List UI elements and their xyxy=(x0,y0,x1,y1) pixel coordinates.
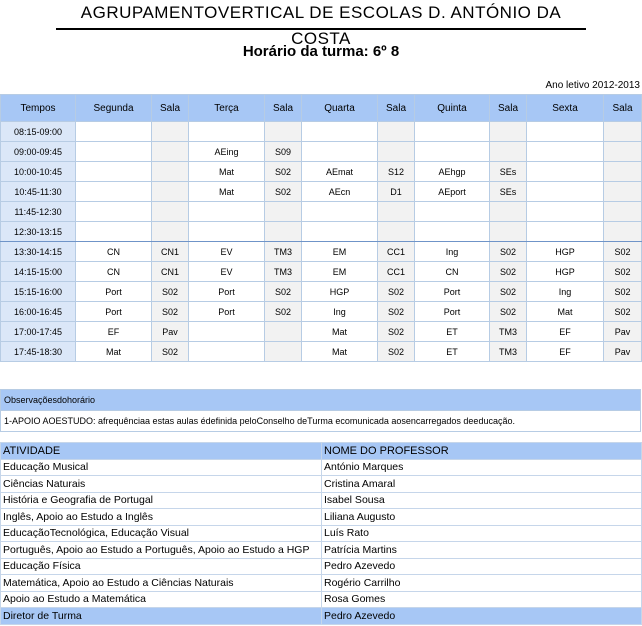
subject-cell: Port xyxy=(76,302,152,322)
subject-cell: AEcn xyxy=(302,182,378,202)
column-header: Quarta xyxy=(302,95,378,122)
column-header: Tempos xyxy=(1,95,76,122)
subject-cell: Ing xyxy=(302,302,378,322)
subject-cell xyxy=(527,142,604,162)
teacher-name: Patrícia Martins xyxy=(322,542,642,559)
time-slot: 13:30-14:15 xyxy=(1,242,76,262)
subject-cell: AEhgp xyxy=(415,162,490,182)
subject-cell: Port xyxy=(415,282,490,302)
room-cell xyxy=(378,142,415,162)
room-cell: S02 xyxy=(152,282,189,302)
room-cell: D1 xyxy=(378,182,415,202)
room-cell: S02 xyxy=(152,342,189,362)
room-cell: Pav xyxy=(604,322,642,342)
observations-title: Observaçõesdohorário xyxy=(1,390,641,411)
time-slot: 11:45-12:30 xyxy=(1,202,76,222)
subject-cell xyxy=(527,182,604,202)
time-slot: 09:00-09:45 xyxy=(1,142,76,162)
room-cell xyxy=(604,122,642,142)
subject-cell xyxy=(302,202,378,222)
subject-cell: HGP xyxy=(527,242,604,262)
subject-cell: EF xyxy=(527,322,604,342)
room-cell: S02 xyxy=(604,242,642,262)
subject-cell xyxy=(527,202,604,222)
subject-cell: Port xyxy=(189,302,265,322)
room-cell: SEs xyxy=(490,162,527,182)
activity-row xyxy=(1,591,642,608)
schedule-row xyxy=(1,322,642,342)
activity-name: Português, Apoio ao Estudo a Português, Apoio ao Estudo a HGP xyxy=(1,542,322,559)
activities-header-row xyxy=(1,443,642,460)
subject-cell: CN xyxy=(76,242,152,262)
time-slot: 16:00-16:45 xyxy=(1,302,76,322)
activity-row xyxy=(1,542,642,559)
subject-cell: ET xyxy=(415,322,490,342)
subject-cell: Ing xyxy=(415,242,490,262)
room-cell xyxy=(490,142,527,162)
schedule-row xyxy=(1,242,642,262)
schedule-row xyxy=(1,342,642,362)
activity-name: História e Geografia de Portugal xyxy=(1,492,322,509)
subject-cell xyxy=(76,182,152,202)
activity-name: Ciências Naturais xyxy=(1,476,322,493)
subject-cell: AEport xyxy=(415,182,490,202)
room-cell xyxy=(604,202,642,222)
subject-cell: Mat xyxy=(302,322,378,342)
column-header: Sala xyxy=(604,95,642,122)
room-cell: S02 xyxy=(378,342,415,362)
room-cell xyxy=(265,122,302,142)
observations-text: 1-APOIO AOESTUDO: afrequênciaa estas aulas édefinida peloConselho deTurma ecomunicada aosencarregados deeducação. xyxy=(1,411,641,432)
time-slot: 17:00-17:45 xyxy=(1,322,76,342)
room-cell xyxy=(604,162,642,182)
room-cell: S02 xyxy=(378,282,415,302)
room-cell xyxy=(265,202,302,222)
teacher-name: António Marques xyxy=(322,459,642,476)
teacher-name: Luís Rato xyxy=(322,525,642,542)
column-header: Sala xyxy=(378,95,415,122)
room-cell: SEs xyxy=(490,182,527,202)
column-header: Terça xyxy=(189,95,265,122)
room-cell: CN1 xyxy=(152,242,189,262)
room-cell xyxy=(152,182,189,202)
teacher-column-header: NOME DO PROFESSOR xyxy=(322,443,642,460)
activity-row xyxy=(1,525,642,542)
activity-row xyxy=(1,608,642,625)
subject-cell: HGP xyxy=(302,282,378,302)
subject-cell: EM xyxy=(302,262,378,282)
subject-cell: Port xyxy=(189,282,265,302)
room-cell xyxy=(152,222,189,242)
room-cell: TM3 xyxy=(490,342,527,362)
teacher-name: Liliana Augusto xyxy=(322,509,642,526)
room-cell: S02 xyxy=(604,282,642,302)
subject-cell xyxy=(189,202,265,222)
room-cell xyxy=(490,122,527,142)
subject-cell xyxy=(76,202,152,222)
activity-name: Matemática, Apoio ao Estudo a Ciências Naturais xyxy=(1,575,322,592)
activity-row xyxy=(1,459,642,476)
observations-table xyxy=(0,389,641,432)
subject-cell xyxy=(76,162,152,182)
activity-column-header: ATIVIDADE xyxy=(1,443,322,460)
time-slot: 10:00-10:45 xyxy=(1,162,76,182)
subject-cell xyxy=(189,342,265,362)
subject-cell: CN xyxy=(415,262,490,282)
time-slot: 08:15-09:00 xyxy=(1,122,76,142)
column-header: Sala xyxy=(490,95,527,122)
subject-cell xyxy=(527,162,604,182)
subject-cell xyxy=(189,322,265,342)
room-cell: CN1 xyxy=(152,262,189,282)
room-cell: S02 xyxy=(265,162,302,182)
subject-cell: EV xyxy=(189,242,265,262)
subject-cell: Mat xyxy=(189,182,265,202)
room-cell: S02 xyxy=(265,302,302,322)
subject-cell: Mat xyxy=(189,162,265,182)
subject-cell: Port xyxy=(76,282,152,302)
page-title: Horário da turma: 6º 8 xyxy=(242,43,400,60)
subject-cell xyxy=(415,142,490,162)
subject-cell xyxy=(76,122,152,142)
room-cell xyxy=(604,182,642,202)
subject-cell xyxy=(189,222,265,242)
room-cell xyxy=(604,222,642,242)
subject-cell xyxy=(415,202,490,222)
teacher-name: Pedro Azevedo xyxy=(322,608,642,625)
room-cell: S02 xyxy=(152,302,189,322)
room-cell: S09 xyxy=(265,142,302,162)
subject-cell: ET xyxy=(415,342,490,362)
activity-name: Inglês, Apoio ao Estudo a Inglês xyxy=(1,509,322,526)
room-cell: S02 xyxy=(490,242,527,262)
activity-name: Educação Musical xyxy=(1,459,322,476)
room-cell xyxy=(265,342,302,362)
subject-cell: Port xyxy=(415,302,490,322)
subject-cell xyxy=(76,222,152,242)
schedule-row xyxy=(1,202,642,222)
schedule-row xyxy=(1,222,642,242)
activity-name: Diretor de Turma xyxy=(1,608,322,625)
room-cell xyxy=(152,142,189,162)
teacher-name: Pedro Azevedo xyxy=(322,558,642,575)
room-cell: S02 xyxy=(378,322,415,342)
subject-cell xyxy=(302,222,378,242)
time-slot: 10:45-11:30 xyxy=(1,182,76,202)
room-cell xyxy=(152,122,189,142)
room-cell xyxy=(378,222,415,242)
subject-cell: EV xyxy=(189,262,265,282)
schedule-row xyxy=(1,162,642,182)
room-cell: CC1 xyxy=(378,242,415,262)
room-cell xyxy=(604,142,642,162)
subject-cell: Mat xyxy=(76,342,152,362)
subject-cell xyxy=(189,122,265,142)
schedule-row xyxy=(1,182,642,202)
subject-cell: Ing xyxy=(527,282,604,302)
column-header: Segunda xyxy=(76,95,152,122)
activity-row xyxy=(1,509,642,526)
teacher-name: Rogério Carrilho xyxy=(322,575,642,592)
activity-row xyxy=(1,492,642,509)
time-slot: 12:30-13:15 xyxy=(1,222,76,242)
room-cell xyxy=(378,202,415,222)
subject-cell: AEing xyxy=(189,142,265,162)
activity-row xyxy=(1,575,642,592)
schedule-row xyxy=(1,302,642,322)
school-year: Ano letivo 2012-2013 xyxy=(545,80,640,91)
room-cell: S02 xyxy=(604,262,642,282)
subject-cell: EF xyxy=(527,342,604,362)
room-cell: S02 xyxy=(490,282,527,302)
time-slot: 14:15-15:00 xyxy=(1,262,76,282)
subject-cell: EM xyxy=(302,242,378,262)
column-header: Sexta xyxy=(527,95,604,122)
activity-row xyxy=(1,476,642,493)
activity-row xyxy=(1,558,642,575)
room-cell: CC1 xyxy=(378,262,415,282)
room-cell xyxy=(265,322,302,342)
room-cell: S02 xyxy=(604,302,642,322)
room-cell xyxy=(265,222,302,242)
room-cell: Pav xyxy=(604,342,642,362)
schedule-row xyxy=(1,142,642,162)
subject-cell xyxy=(415,122,490,142)
subject-cell: EF xyxy=(76,322,152,342)
room-cell: TM3 xyxy=(265,242,302,262)
time-slot: 17:45-18:30 xyxy=(1,342,76,362)
room-cell: TM3 xyxy=(490,322,527,342)
room-cell: S02 xyxy=(490,262,527,282)
subject-cell: HGP xyxy=(527,262,604,282)
column-header: Sala xyxy=(265,95,302,122)
column-header: Quinta xyxy=(415,95,490,122)
room-cell xyxy=(152,162,189,182)
schedule-row xyxy=(1,262,642,282)
school-name: AGRUPAMENTOVERTICAL DE ESCOLAS D. ANTÓNIO DA COSTA xyxy=(56,0,586,30)
activities-table xyxy=(0,442,642,625)
activity-name: Educação Física xyxy=(1,558,322,575)
room-cell xyxy=(490,202,527,222)
room-cell xyxy=(490,222,527,242)
column-header: Sala xyxy=(152,95,189,122)
room-cell: S02 xyxy=(378,302,415,322)
room-cell: S02 xyxy=(490,302,527,322)
room-cell: S02 xyxy=(265,282,302,302)
subject-cell: Mat xyxy=(302,342,378,362)
schedule-header-row xyxy=(1,95,642,122)
subject-cell xyxy=(527,222,604,242)
subject-cell: CN xyxy=(76,262,152,282)
subject-cell xyxy=(302,122,378,142)
activity-name: EducaçãoTecnológica, Educação Visual xyxy=(1,525,322,542)
teacher-name: Isabel Sousa xyxy=(322,492,642,509)
subject-cell xyxy=(527,122,604,142)
subject-cell xyxy=(415,222,490,242)
schedule-row xyxy=(1,122,642,142)
teacher-name: Rosa Gomes xyxy=(322,591,642,608)
schedule-row xyxy=(1,282,642,302)
activity-name: Apoio ao Estudo a Matemática xyxy=(1,591,322,608)
room-cell: S02 xyxy=(265,182,302,202)
teacher-name: Cristina Amaral xyxy=(322,476,642,493)
subject-cell xyxy=(76,142,152,162)
room-cell: Pav xyxy=(152,322,189,342)
room-cell xyxy=(378,122,415,142)
room-cell: TM3 xyxy=(265,262,302,282)
subject-cell: AEmat xyxy=(302,162,378,182)
time-slot: 15:15-16:00 xyxy=(1,282,76,302)
schedule-table xyxy=(0,94,642,362)
subject-cell: Mat xyxy=(527,302,604,322)
subject-cell xyxy=(302,142,378,162)
room-cell xyxy=(152,202,189,222)
room-cell: S12 xyxy=(378,162,415,182)
